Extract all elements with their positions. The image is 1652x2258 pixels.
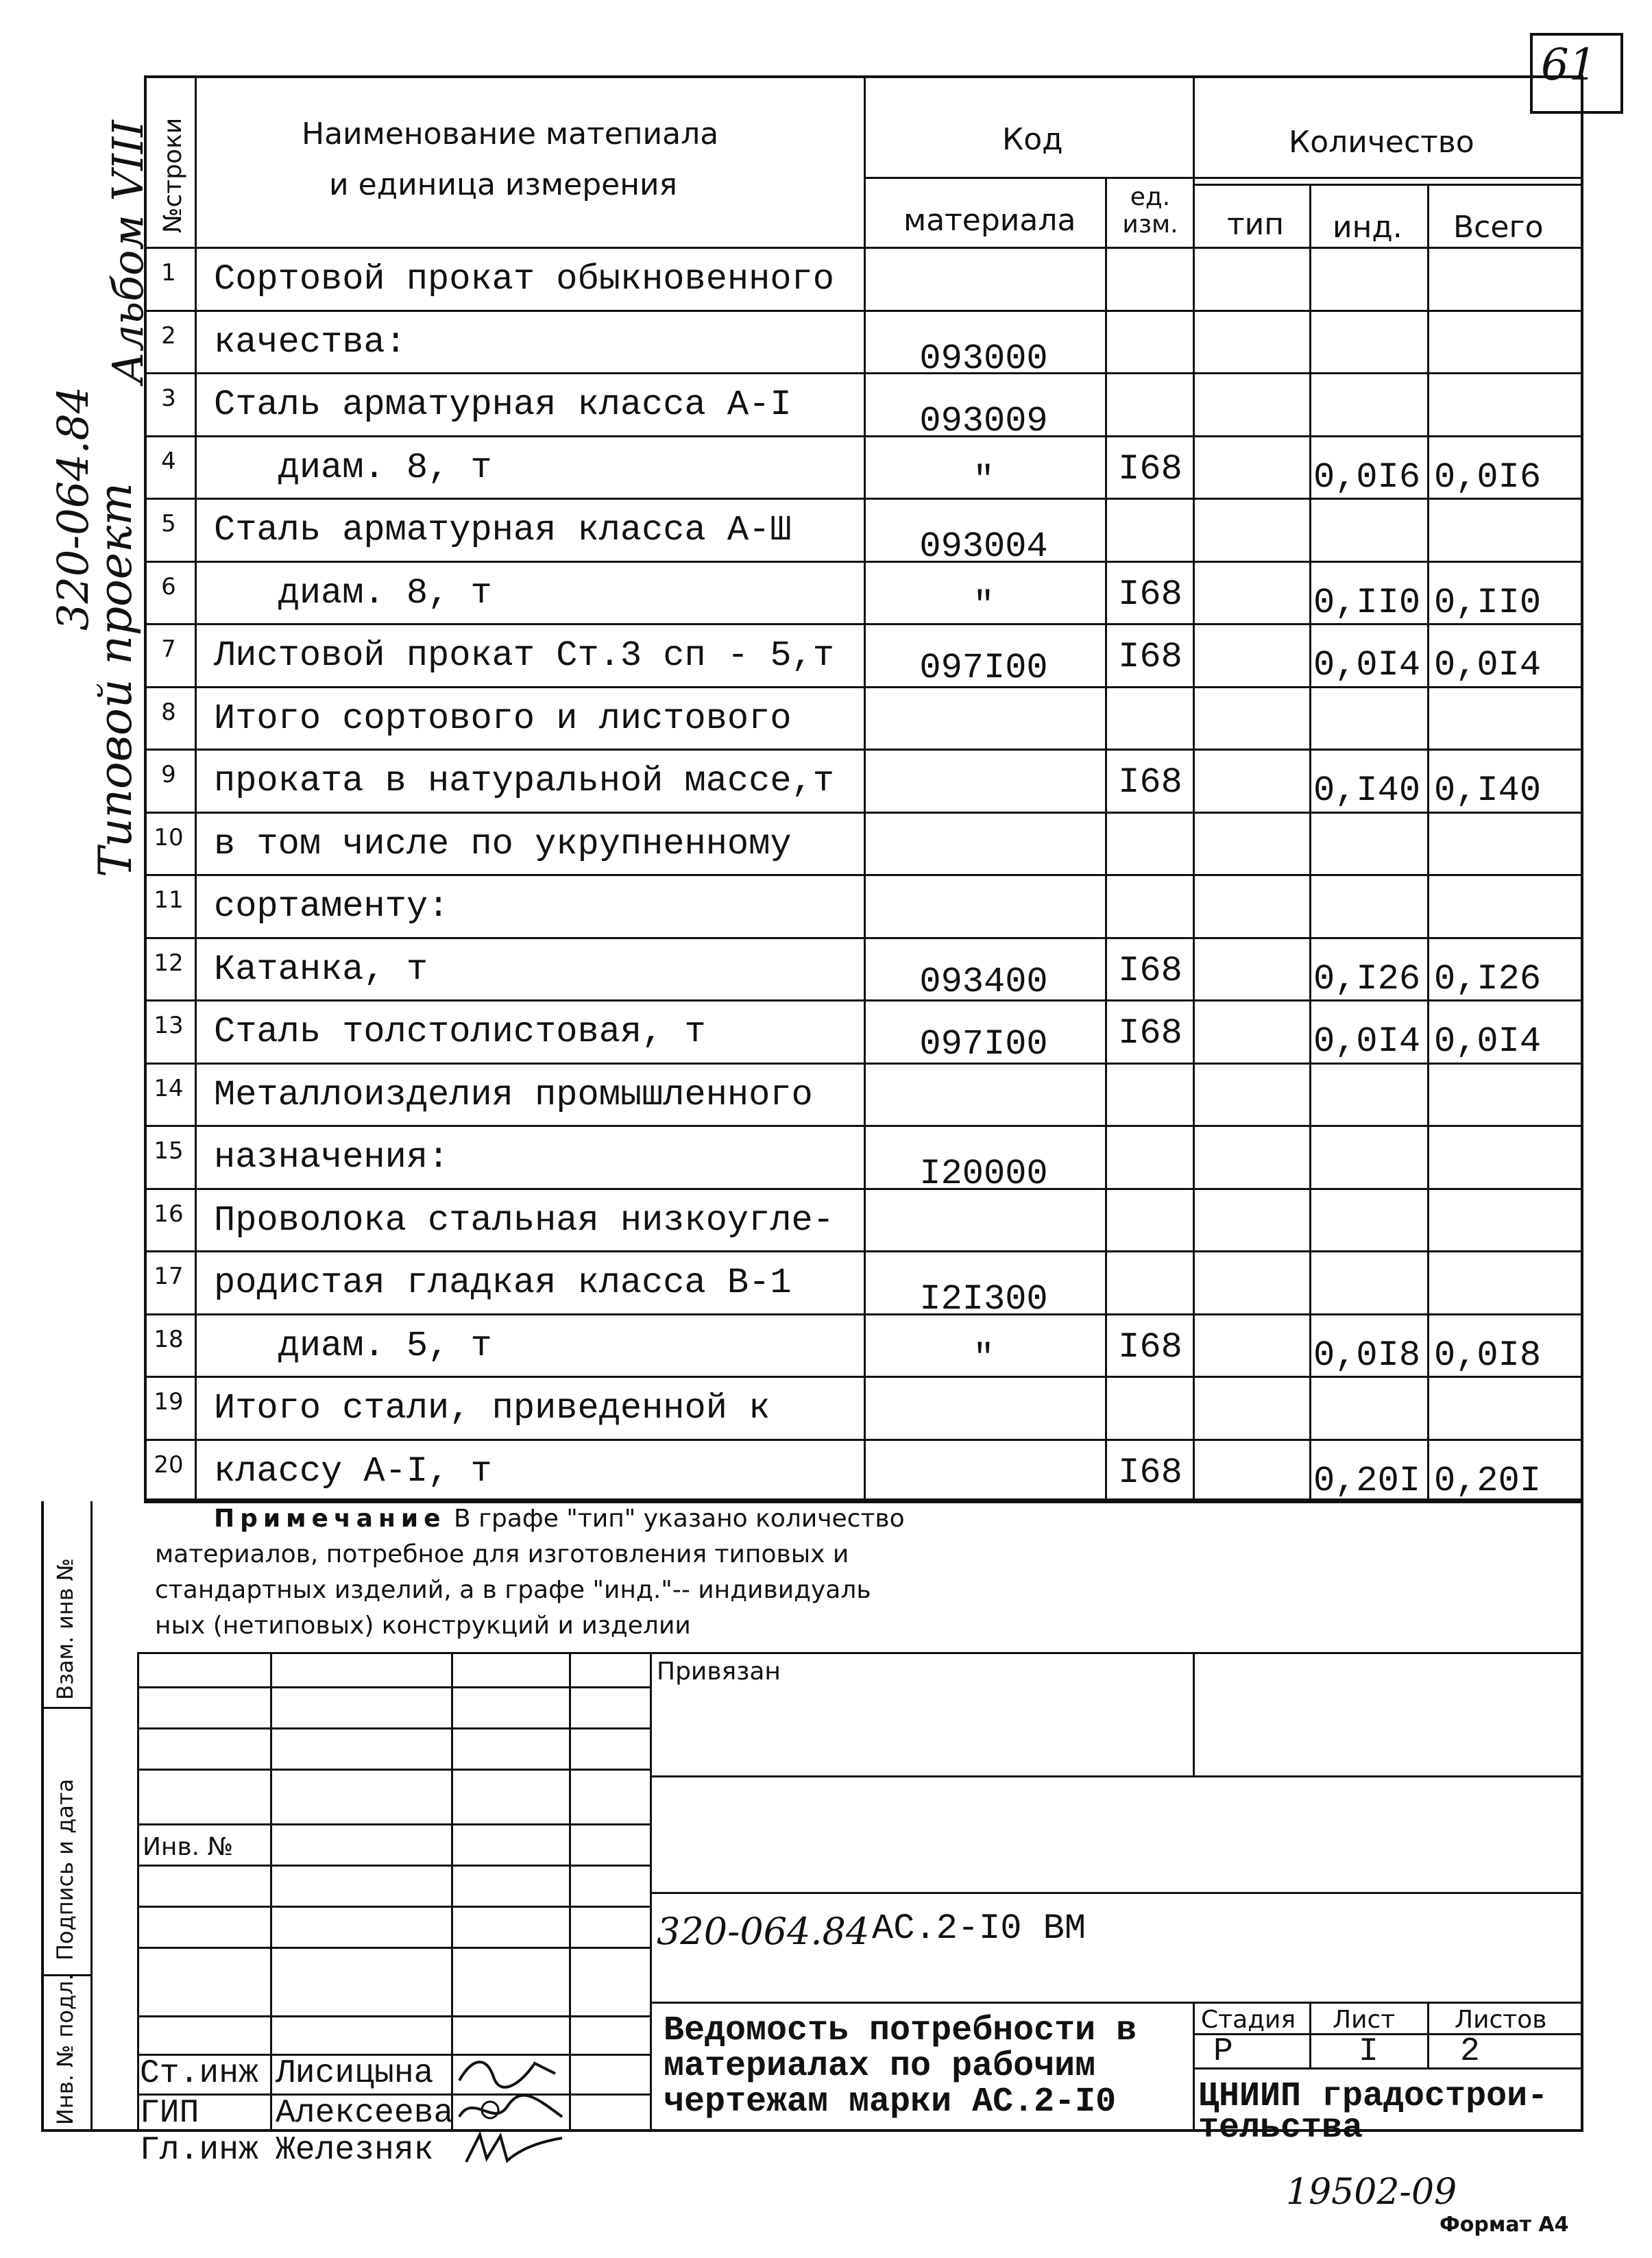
row-total: 0,I26 <box>1434 958 1542 999</box>
stamp-col3 <box>569 1652 571 2132</box>
row-line <box>144 561 1583 563</box>
sheets-value: 2 <box>1460 2033 1480 2070</box>
row-line <box>144 1063 1583 1065</box>
row-unit: I68 <box>1118 637 1182 677</box>
row-line <box>144 1188 1583 1190</box>
org-line2: тельства <box>1198 2109 1363 2148</box>
row-code: 093009 <box>919 401 1048 441</box>
sheet-value: I <box>1359 2033 1378 2070</box>
header-name-line2: и единица измерения <box>329 167 678 202</box>
title-line3: чертежам марки АС.2-I0 <box>664 2083 1117 2122</box>
title-line1: Ведомость потребности в <box>664 2011 1137 2050</box>
row-line <box>144 1250 1583 1252</box>
header-code-group: Код <box>1002 122 1063 157</box>
inv-no-label: Инв. № <box>143 1833 234 1861</box>
stamp-top-line <box>137 1652 1583 1654</box>
row-line <box>144 498 1583 500</box>
col-sep-ind <box>1427 184 1429 1501</box>
header-name-line1: Наименование матепиала <box>302 117 719 151</box>
header-row-no: №строки <box>159 117 187 233</box>
row-name: диам. 8, т <box>214 572 492 614</box>
row-code: " <box>973 459 995 500</box>
row-name: диам. 8, т <box>214 447 492 488</box>
row-name: Итого сортового и листового <box>214 698 792 739</box>
row-name: родистая гладкая класса В-1 <box>214 1263 792 1303</box>
stamp-grid-h3 <box>137 1769 650 1771</box>
row-ind: 0,0I4 <box>1313 1021 1421 1062</box>
sheets-label: Листов <box>1455 2006 1547 2034</box>
stamp-grid-h8 <box>137 2015 650 2017</box>
stage-value-line <box>1193 2067 1583 2069</box>
row-unit: I68 <box>1118 762 1182 803</box>
signer-role-2: ГИП <box>140 2095 199 2132</box>
row-line <box>144 874 1583 876</box>
row-code: 097I00 <box>919 648 1048 688</box>
stamp-right-h2 <box>650 1892 1583 1894</box>
row-number: 7 <box>161 635 176 663</box>
col-sep-unit <box>1193 75 1195 1501</box>
stamp-right-v-stage <box>1193 2002 1195 2132</box>
page-number: 61 <box>1541 40 1597 90</box>
row-total: 0,II0 <box>1434 582 1542 623</box>
row-ind: 0,I26 <box>1313 958 1421 999</box>
stamp-grid-h5 <box>137 1865 650 1867</box>
row-name: сортаменту: <box>214 886 450 927</box>
note-title: Примечание <box>214 1505 446 1533</box>
row-line <box>144 812 1583 814</box>
row-name: в том числе по укрупненному <box>214 823 792 864</box>
left-label-inv: Инв. № подл. <box>52 1974 78 2125</box>
row-total: 0,0I4 <box>1434 1021 1542 1062</box>
row-line <box>144 310 1583 312</box>
stamp-right-h1 <box>650 1775 1583 1777</box>
stage-col1 <box>1309 2002 1311 2067</box>
row-name: Катанка, т <box>214 949 428 990</box>
signer-name-2: Алексеева <box>276 2095 454 2132</box>
row-number: 4 <box>161 447 176 475</box>
title-line2: материалах по рабочим <box>664 2047 1096 2086</box>
row-name: Сталь арматурная класса А-I <box>214 385 792 425</box>
row-number: 5 <box>161 510 176 537</box>
note-line3: стандартных изделий, а в графе "инд."-- индивидуаль <box>155 1576 871 1604</box>
left-strip-sep1 <box>41 1707 92 1709</box>
row-number: 13 <box>154 1012 184 1039</box>
row-unit: I68 <box>1118 574 1182 615</box>
row-number: 3 <box>161 385 176 412</box>
note-line2: материалов, потребное для изготовления типовых и <box>155 1540 849 1568</box>
col-sep-typ <box>1309 184 1311 1501</box>
row-ind: 0,20I <box>1313 1460 1421 1501</box>
side-label-project: Типовой проект <box>89 483 142 877</box>
row-number: 18 <box>154 1325 184 1353</box>
row-name: качества: <box>214 321 406 363</box>
row-code: 093004 <box>919 526 1048 567</box>
row-ind: 0,0I8 <box>1313 1335 1421 1376</box>
header-code-unit: ед. изм. <box>1122 183 1178 239</box>
side-label-code: 320-064.84 <box>48 386 98 631</box>
row-code: " <box>973 1337 995 1379</box>
stamp-grid-h2 <box>137 1727 650 1729</box>
row-line <box>144 623 1583 625</box>
signer-name-1: Лисицына <box>276 2055 434 2092</box>
signature-3 <box>452 2128 569 2169</box>
row-name: проката в натуральной массе,т <box>214 761 834 801</box>
row-code: I2I300 <box>919 1279 1048 1320</box>
row-line <box>144 937 1583 939</box>
row-line <box>144 435 1583 437</box>
row-number: 11 <box>154 886 184 914</box>
row-ind: 0,0I4 <box>1313 645 1421 685</box>
signer-role-1: Ст.инж <box>140 2055 258 2092</box>
stage-value: Р <box>1213 2033 1233 2070</box>
header-qty-total: Всего <box>1453 210 1544 245</box>
signer-name-3: Железняк <box>276 2132 434 2169</box>
row-number: 15 <box>154 1137 184 1165</box>
row-unit: I68 <box>1118 1013 1182 1054</box>
row-line <box>144 1376 1583 1378</box>
row-name: Сортовой прокат обыкновенного <box>214 259 834 300</box>
row-name: Металлоизделия промышленного <box>214 1074 813 1115</box>
row-total: 0,0I8 <box>1434 1335 1542 1376</box>
row-number: 9 <box>161 761 176 788</box>
stamp-left-strip-line <box>90 1501 93 2132</box>
row-code: 093400 <box>919 961 1048 1002</box>
row-total: 0,20I <box>1434 1460 1542 1501</box>
row-name: Итого стали, приведенной к <box>214 1388 770 1429</box>
row-number: 6 <box>161 572 176 600</box>
row-name: классу А-I, т <box>214 1450 492 1492</box>
row-name: Листовой прокат Ст.3 сп - 5,т <box>214 635 834 676</box>
row-total: 0,0I4 <box>1434 645 1542 685</box>
footer-number: 19502-09 <box>1286 2172 1457 2213</box>
stamp-right-v-privyazan <box>1193 1652 1195 1775</box>
row-code: 093000 <box>919 338 1048 379</box>
row-number: 10 <box>154 823 184 851</box>
row-ind: 0,I40 <box>1313 770 1421 811</box>
row-number: 2 <box>161 321 176 350</box>
row-number: 16 <box>154 1200 184 1228</box>
stage-col2 <box>1427 2002 1429 2067</box>
row-name: Сталь толстолистовая, т <box>214 1012 706 1052</box>
sheet-label: Лист <box>1333 2006 1396 2034</box>
row-unit: I68 <box>1118 448 1182 489</box>
signer-role-3: Гл.инж <box>140 2132 258 2169</box>
row-number: 14 <box>154 1074 184 1102</box>
row-ind: 0,0I6 <box>1313 457 1421 498</box>
row-number: 19 <box>154 1388 184 1416</box>
stamp-grid-h1 <box>137 1686 650 1688</box>
row-code: 097I00 <box>919 1024 1048 1065</box>
row-line <box>144 1439 1583 1441</box>
row-name: назначения: <box>214 1137 450 1178</box>
note-line4: ных (нетиповых) конструкций и изделии <box>155 1612 691 1640</box>
row-number: 1 <box>161 259 176 287</box>
privyazan-label: Привязан <box>657 1658 781 1686</box>
signature-2 <box>452 2089 569 2130</box>
row-code: " <box>973 585 995 626</box>
side-label-album: Альбом VIII <box>103 120 153 384</box>
row-name: Сталь арматурная класса А-Ш <box>214 510 792 550</box>
col-sep-rowno <box>195 75 197 1501</box>
footer-format: Формат А4 <box>1440 2213 1569 2237</box>
row-number: 12 <box>154 949 184 977</box>
row-ind: 0,II0 <box>1313 582 1421 623</box>
left-label-podpis: Подпись и дата <box>52 1778 78 1960</box>
doc-code-hand: 320-064.84 <box>657 1910 870 1953</box>
org-line1: ЦНИИП градострои- <box>1198 2077 1548 2116</box>
row-total: 0,I40 <box>1434 770 1542 811</box>
stage-label: Стадия <box>1201 2006 1296 2034</box>
stamp-col1 <box>270 1652 272 2132</box>
row-line <box>144 999 1583 1001</box>
stamp-col0 <box>137 1652 139 2132</box>
note-text1: В графе "тип" указано количество <box>453 1505 905 1533</box>
row-line <box>144 1313 1583 1315</box>
row-name: диам. 5, т <box>214 1325 492 1366</box>
col-sep-name <box>864 75 866 1501</box>
header-code-material: материала <box>903 203 1076 238</box>
row-number: 8 <box>161 698 176 726</box>
header-qty-ind: инд. <box>1333 210 1402 245</box>
row-line <box>144 372 1583 374</box>
row-code: I20000 <box>919 1154 1048 1194</box>
header-qty-group: Количество <box>1289 125 1474 160</box>
row-name: Проволока стальная низкоугле- <box>214 1200 834 1241</box>
row-line <box>144 749 1583 751</box>
header-mid-line <box>864 177 1583 179</box>
left-label-vzam: Взам. инв № <box>52 1557 78 1700</box>
row-number: 17 <box>154 1263 184 1290</box>
row-unit: I68 <box>1118 950 1182 991</box>
row-line <box>144 686 1583 688</box>
stamp-grid-h7 <box>137 1947 650 1949</box>
row-total: 0,0I6 <box>1434 457 1542 498</box>
row-line <box>144 1125 1583 1127</box>
header-qty-type: тип <box>1227 207 1284 242</box>
stamp-grid-h6 <box>137 1906 650 1908</box>
header-mid-line-qty <box>1193 184 1583 186</box>
stamp-right-h3 <box>650 2002 1583 2004</box>
row-unit: I68 <box>1118 1452 1182 1493</box>
stamp-grid-h4 <box>137 1823 650 1825</box>
doc-code: АС.2-I0 ВМ <box>872 1908 1086 1949</box>
row-unit: I68 <box>1118 1326 1182 1368</box>
signature-1 <box>452 2050 569 2091</box>
col-sep-code <box>1105 177 1107 1501</box>
row-number: 20 <box>154 1450 184 1479</box>
